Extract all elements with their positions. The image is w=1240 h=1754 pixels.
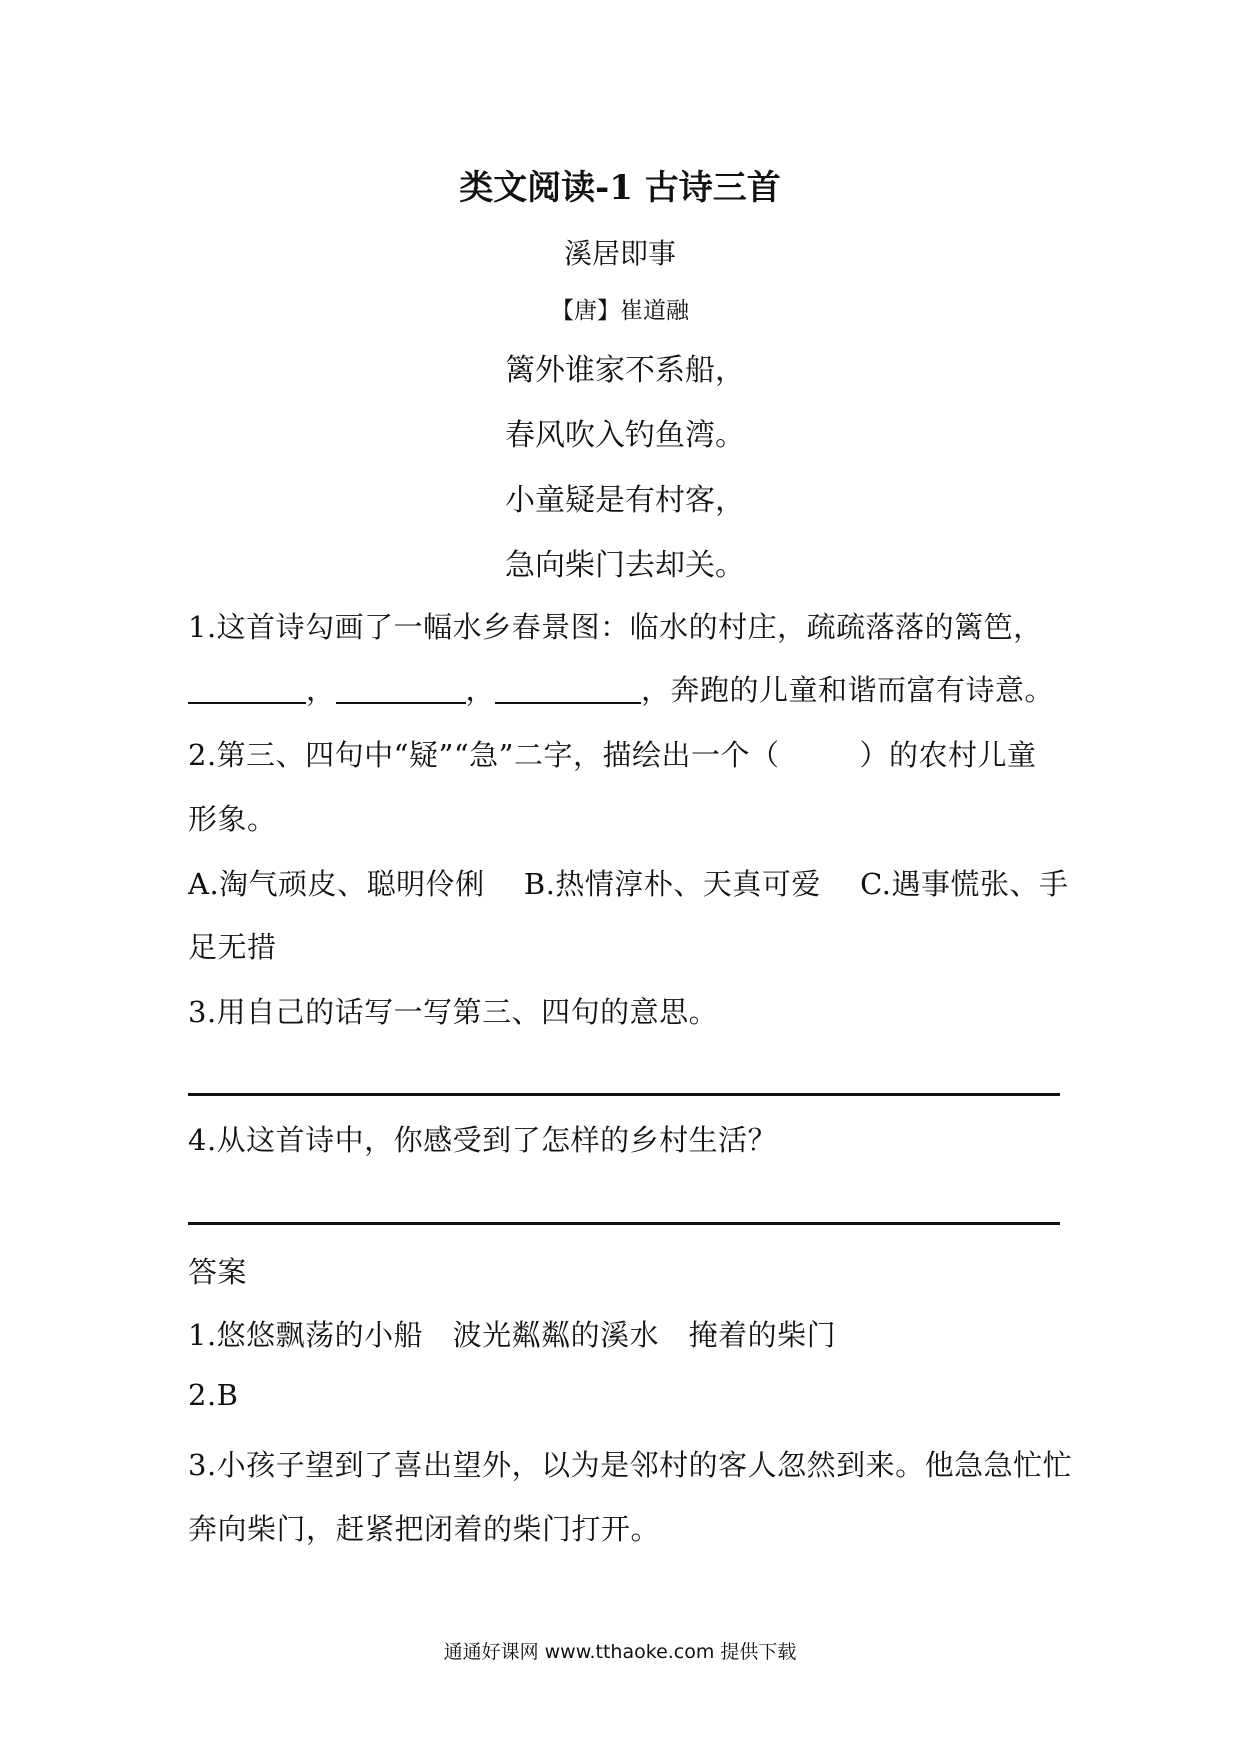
question-1-ending: ，奔跑的儿童和谐而富有诗意。 [641, 673, 1055, 707]
answer-3-line2: 奔向柴门，赶紧把闭着的柴门打开。 [188, 1512, 661, 1546]
question-2-options-cont: 足无措 [188, 930, 277, 964]
question-2-start: 2.第三、四句中“疑”“急”二字，描绘出一个（ [188, 738, 780, 772]
poem-title: 溪居即事 [563, 237, 676, 270]
poem-line-4: 急向柴门去却关。 [505, 548, 745, 583]
question-1-text: 1.这首诗勾画了一幅水乡春景图：临水的村庄，疏疏落落的篱笆， [188, 610, 1043, 644]
fill-blank-2[interactable] [336, 700, 466, 704]
fill-blank-1[interactable] [188, 700, 306, 704]
fill-blank-3[interactable] [495, 700, 641, 704]
page-title: 类文阅读-1 古诗三首 [459, 168, 781, 208]
question-3-text: 3.用自己的话写一写第三、四句的意思。 [188, 995, 719, 1029]
answers-heading: 答案 [188, 1255, 248, 1289]
poem-author: 【唐】崔道融 [551, 298, 689, 324]
answer-1: 1.悠悠飘荡的小船 波光粼粼的溪水 掩着的柴门 [188, 1318, 837, 1352]
question-2-line2: 形象。 [188, 802, 277, 836]
blank-separator: ， [465, 673, 496, 707]
answer-line-4[interactable] [188, 1222, 1060, 1225]
question-1-blanks [188, 668, 1054, 709]
footer-credit: 通通好课网 www.tthaoke.com 提供下载 [443, 1641, 797, 1663]
question-2-end: ）的农村儿童 [859, 738, 1037, 772]
question-2-text [188, 733, 1037, 774]
question-2-options: A.淘气顽皮、聪明伶俐 B.热情淳朴、天真可爱 C.遇事慌张、手 [188, 867, 1069, 901]
poem-line-1: 篱外谁家不系船， [505, 353, 745, 388]
poem-line-2: 春风吹入钓鱼湾。 [505, 418, 745, 453]
answer-2: 2.B [188, 1378, 239, 1412]
blank-separator: ， [306, 673, 336, 707]
poem-line-3: 小童疑是有村客， [505, 483, 745, 518]
answer-3-line1: 3.小孩子望到了喜出望外，以为是邻村的客人忽然到来。他急急忙忙 [188, 1448, 1073, 1482]
question-4-text: 4.从这首诗中，你感受到了怎样的乡村生活？ [188, 1123, 778, 1157]
answer-line-3[interactable] [188, 1093, 1060, 1096]
